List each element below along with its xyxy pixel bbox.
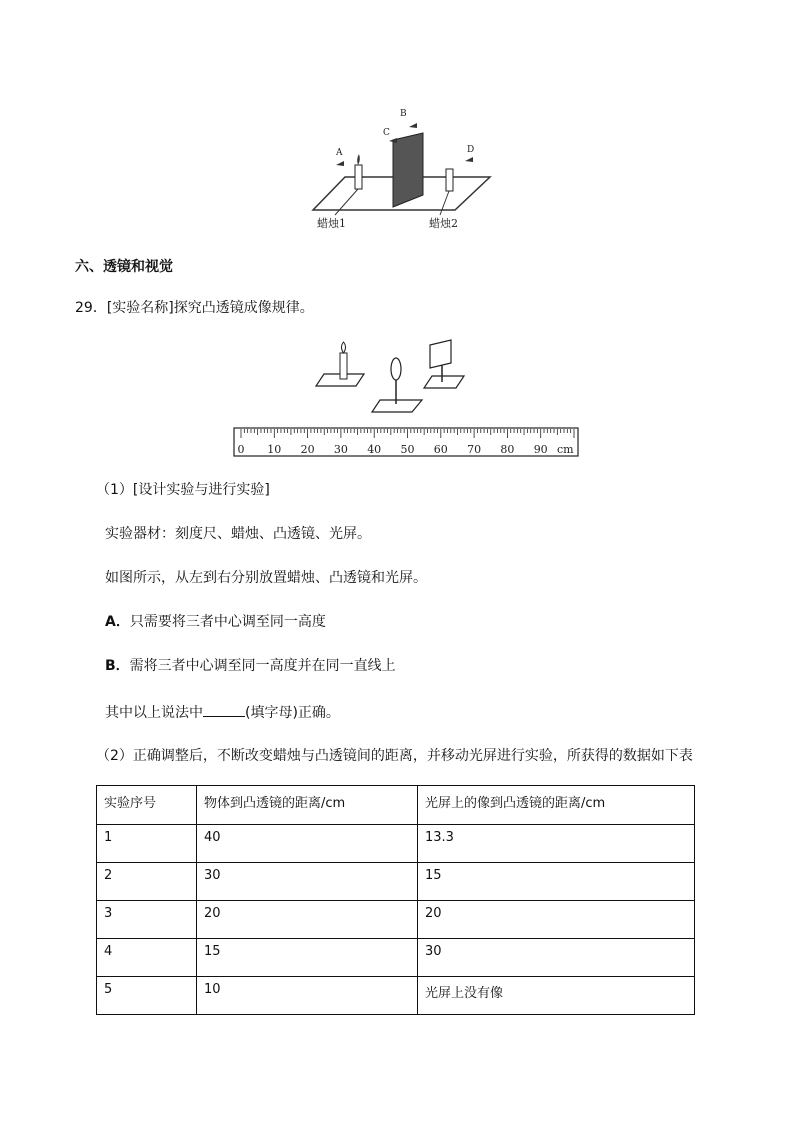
ruler-tick-label: 50 <box>400 443 415 456</box>
table-header-row <box>97 786 695 825</box>
option-b-text: 需将三者中心调至同一高度并在同一直线上 <box>129 658 396 674</box>
light-screen <box>430 340 451 368</box>
optical-bench-figure <box>232 336 582 460</box>
header-image-distance: 光屏上的像到凸透镜的距离/cm <box>418 786 695 825</box>
option-b-letter: B． <box>105 658 130 674</box>
trial-cell: 4 <box>97 939 197 977</box>
ruler-tick-label: 30 <box>333 443 348 456</box>
setup-text: 如图所示，从左到右分别放置蜡烛、凸透镜和光屏。 <box>105 570 427 586</box>
object-distance-cell: 30 <box>197 863 418 901</box>
point-b-label: B <box>400 109 407 119</box>
screen-base <box>424 376 464 388</box>
image-distance-cell: 光屏上没有像 <box>418 977 695 1015</box>
object-distance-cell: 40 <box>197 825 418 863</box>
table-row <box>97 939 695 977</box>
image-distance-cell: 30 <box>418 939 695 977</box>
table-row <box>97 863 695 901</box>
image-distance-cell: 20 <box>418 901 695 939</box>
data-table <box>96 785 695 1015</box>
question-number: 29． <box>75 300 107 316</box>
image-distance-cell: 15 <box>418 863 695 901</box>
question-title: [实验名称]探究凸透镜成像规律。 <box>106 300 314 316</box>
lens-base <box>372 400 422 412</box>
leader-line-2 <box>440 191 449 215</box>
option-a-text: 只需要将三者中心调至同一高度 <box>129 614 326 630</box>
point-c-label: C <box>383 128 390 138</box>
ruler-tick-label: 20 <box>300 443 315 456</box>
table-row <box>97 977 695 1015</box>
question-29-title <box>75 298 314 318</box>
header-trial-number: 实验序号 <box>97 786 197 825</box>
fill-in-question <box>105 702 340 723</box>
equipment-text: 实验器材：刻度尺、蜡烛、凸透镜、光屏。 <box>105 526 371 542</box>
part2-intro: （2）正确调整后，不断改变蜡烛与凸透镜间的距离，并移动光屏进行实验，所获得的数据如下表 <box>96 748 693 764</box>
trial-cell: 2 <box>97 863 197 901</box>
option-b <box>105 656 396 676</box>
trial-cell: 3 <box>97 901 197 939</box>
trial-cell: 1 <box>97 825 197 863</box>
convex-lens <box>391 358 401 380</box>
header-object-distance: 物体到凸透镜的距离/cm <box>197 786 418 825</box>
point-a-label: A <box>336 148 343 158</box>
object-distance-cell: 20 <box>197 901 418 939</box>
image-distance-cell: 13.3 <box>418 825 695 863</box>
leader-line-1 <box>335 189 358 215</box>
eye-a-icon <box>336 161 344 166</box>
eye-d-icon <box>465 157 473 162</box>
ruler-tick-label: 70 <box>467 443 482 456</box>
table-row <box>97 901 695 939</box>
question-before-blank: 其中以上说法中 <box>105 705 203 721</box>
section-heading: 六、透镜和视觉 <box>75 259 173 275</box>
option-a <box>105 612 326 632</box>
question-after-blank: (填字母)正确。 <box>245 705 340 721</box>
trial-cell: 5 <box>97 977 197 1015</box>
object-distance-cell: 15 <box>197 939 418 977</box>
table-row <box>97 825 695 863</box>
object-distance-cell: 10 <box>197 977 418 1015</box>
candle-flame <box>342 342 346 353</box>
option-a-letter: A． <box>105 614 130 630</box>
eye-b-icon <box>409 123 417 128</box>
ruler-tick-label: 40 <box>367 443 382 456</box>
glass-plate <box>393 133 423 207</box>
ruler-tick-label: 80 <box>500 443 515 456</box>
ruler-tick-label: 0 <box>237 443 245 456</box>
ruler-tick-label: 90 <box>533 443 548 456</box>
point-d-label: D <box>467 145 475 155</box>
plane-mirror-figure <box>305 95 500 235</box>
ruler-unit: cm <box>557 443 574 456</box>
candle-1-label: 蜡烛1 <box>317 217 346 230</box>
answer-blank[interactable] <box>203 702 245 717</box>
candle-2-label: 蜡烛2 <box>429 217 458 230</box>
ruler-tick-label: 60 <box>433 443 448 456</box>
part1-heading: （1）[设计实验与进行实验] <box>96 482 270 498</box>
candle-2 <box>446 169 453 191</box>
candle-1 <box>355 165 362 189</box>
candle <box>340 353 347 379</box>
ruler-tick-label: 10 <box>267 443 282 456</box>
candle-1-flame <box>357 154 360 165</box>
